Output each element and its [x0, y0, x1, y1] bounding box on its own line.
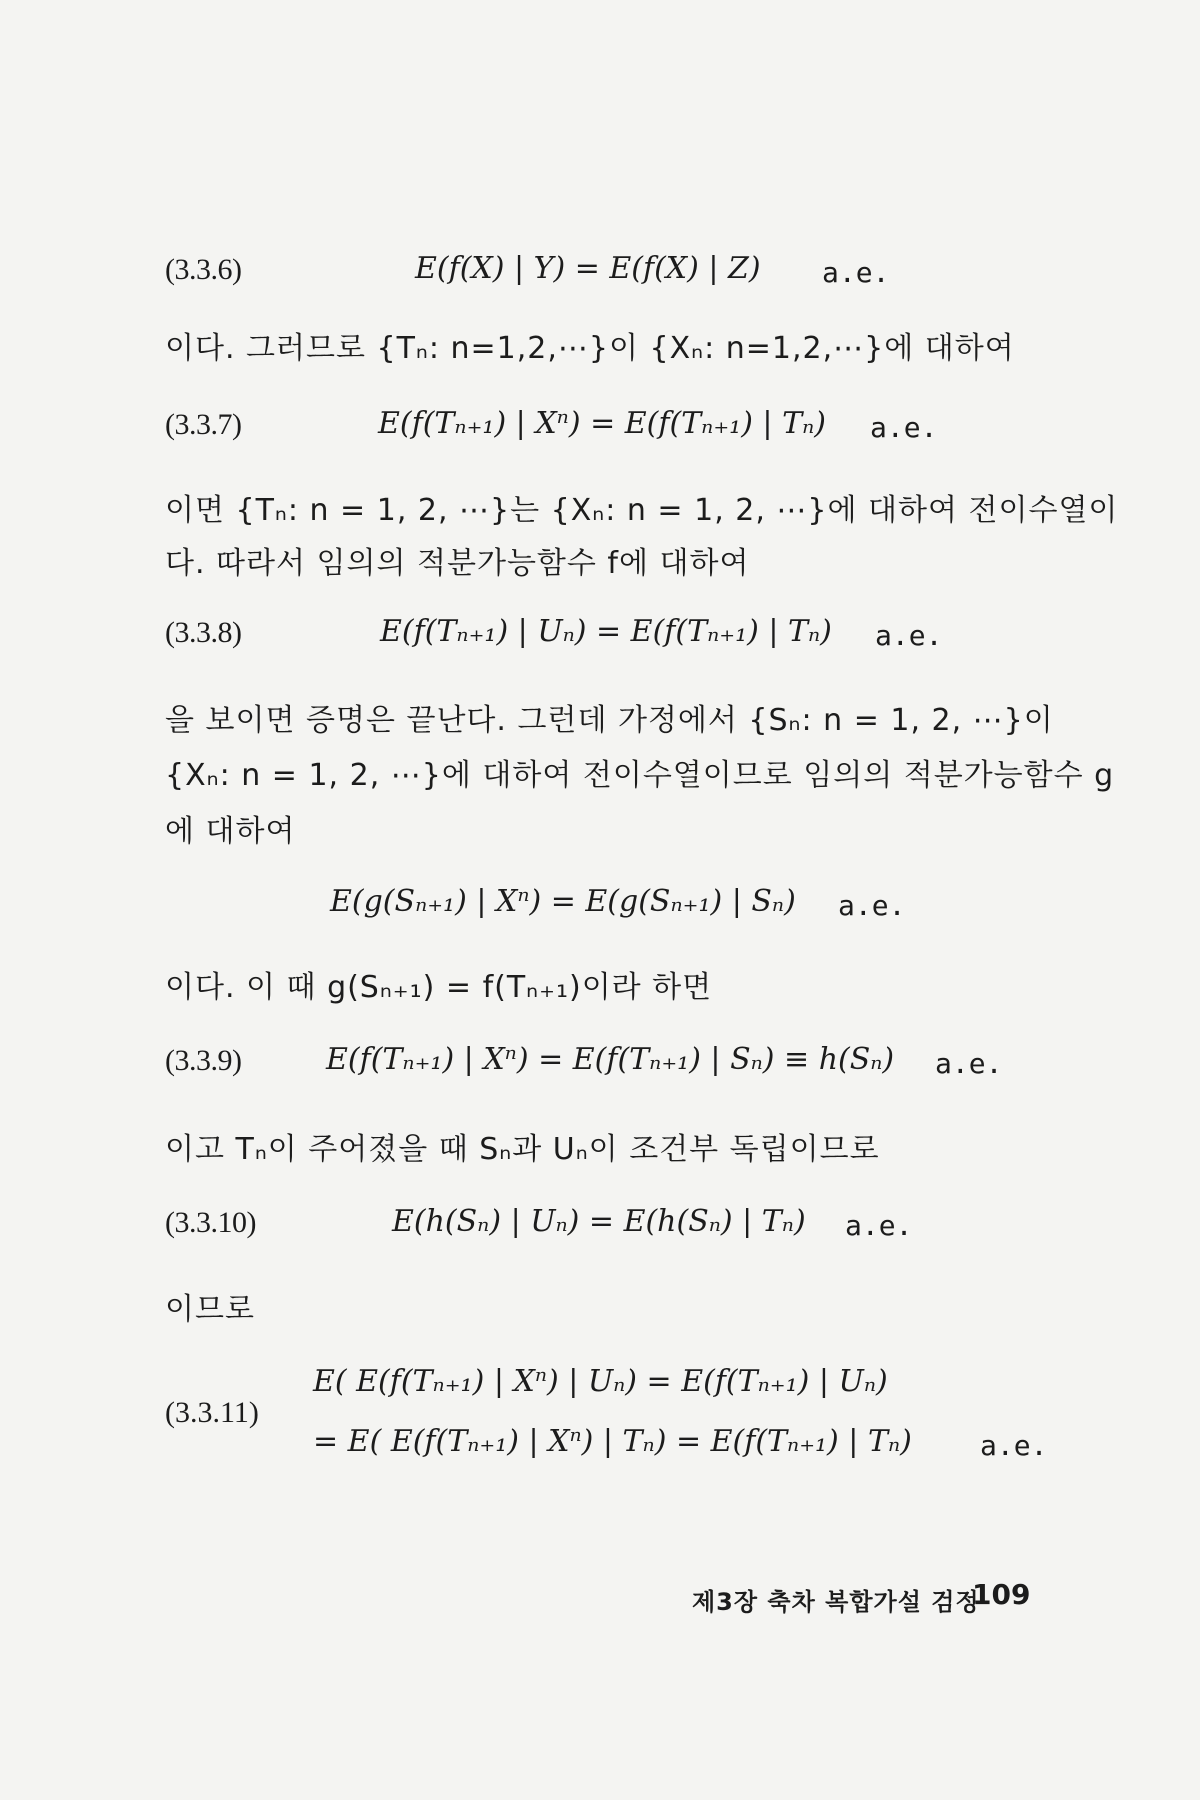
equation-formula: E(f(X) | Y) = E(f(X) | Z) — [415, 251, 761, 286]
equation-number: (3.3.11) — [165, 1396, 259, 1429]
almost-everywhere-label: a.e. — [822, 256, 890, 289]
almost-everywhere-label: a.e. — [845, 1209, 913, 1242]
equation-formula: E(h(Sₙ) | Uₙ) = E(h(Sₙ) | Tₙ) — [392, 1204, 806, 1239]
equation-number: (3.3.7) — [165, 408, 242, 441]
almost-everywhere-label: a.e. — [838, 889, 906, 922]
paragraph-line: {Xₙ: n = 1, 2, ⋯}에 대하여 전이수열이므로 임의의 적분가능함수 g — [165, 758, 1115, 793]
page-number: 109 — [972, 1578, 1031, 1611]
almost-everywhere-label: a.e. — [935, 1047, 1003, 1080]
equation-number: (3.3.10) — [165, 1206, 256, 1239]
paragraph-line: 에 대하여 — [165, 814, 296, 849]
paragraph-line: 다. 따라서 임의의 적분가능함수 f에 대하여 — [165, 546, 750, 581]
equation-formula: = E( E(f(Tₙ₊₁) | Xⁿ) | Tₙ) = E(f(Tₙ₊₁) | Tₙ) — [313, 1424, 912, 1459]
equation-formula: E(g(Sₙ₊₁) | Xⁿ) = E(g(Sₙ₊₁) | Sₙ) — [330, 884, 796, 919]
paragraph-line: 이다. 이 때 g(Sₙ₊₁) = f(Tₙ₊₁)이라 하면 — [165, 970, 713, 1005]
equation-formula: E(f(Tₙ₊₁) | Xⁿ) = E(f(Tₙ₊₁) | Tₙ) — [378, 406, 826, 441]
equation-formula: E(f(Tₙ₊₁) | Uₙ) = E(f(Tₙ₊₁) | Tₙ) — [380, 614, 832, 649]
paragraph-line: 이므로 — [165, 1292, 255, 1327]
equation-number: (3.3.6) — [165, 253, 242, 286]
paragraph-line: 이고 Tₙ이 주어졌을 때 Sₙ과 Uₙ이 조건부 독립이므로 — [165, 1132, 880, 1167]
almost-everywhere-label: a.e. — [870, 411, 938, 444]
equation-number: (3.3.9) — [165, 1044, 242, 1077]
equation-formula: E(f(Tₙ₊₁) | Xⁿ) = E(f(Tₙ₊₁) | Sₙ) ≡ h(Sₙ) — [326, 1042, 895, 1077]
running-footer-chapter: 제3장 축차 복합가설 검정 — [692, 1588, 980, 1616]
equation-number: (3.3.8) — [165, 616, 242, 649]
equation-formula: E( E(f(Tₙ₊₁) | Xⁿ) | Uₙ) = E(f(Tₙ₊₁) | Uₙ) — [313, 1364, 888, 1399]
paragraph-line: 이다. 그러므로 {Tₙ: n=1,2,⋯}이 {Xₙ: n=1,2,⋯}에 대하여 — [165, 331, 1015, 366]
almost-everywhere-label: a.e. — [980, 1429, 1048, 1462]
paragraph-line: 을 보이면 증명은 끝난다. 그런데 가정에서 {Sₙ: n = 1, 2, ⋯}이 — [165, 703, 1054, 738]
almost-everywhere-label: a.e. — [875, 619, 943, 652]
paragraph-line: 이면 {Tₙ: n = 1, 2, ⋯}는 {Xₙ: n = 1, 2, ⋯}에 대하여 전이수열이 — [165, 493, 1119, 528]
